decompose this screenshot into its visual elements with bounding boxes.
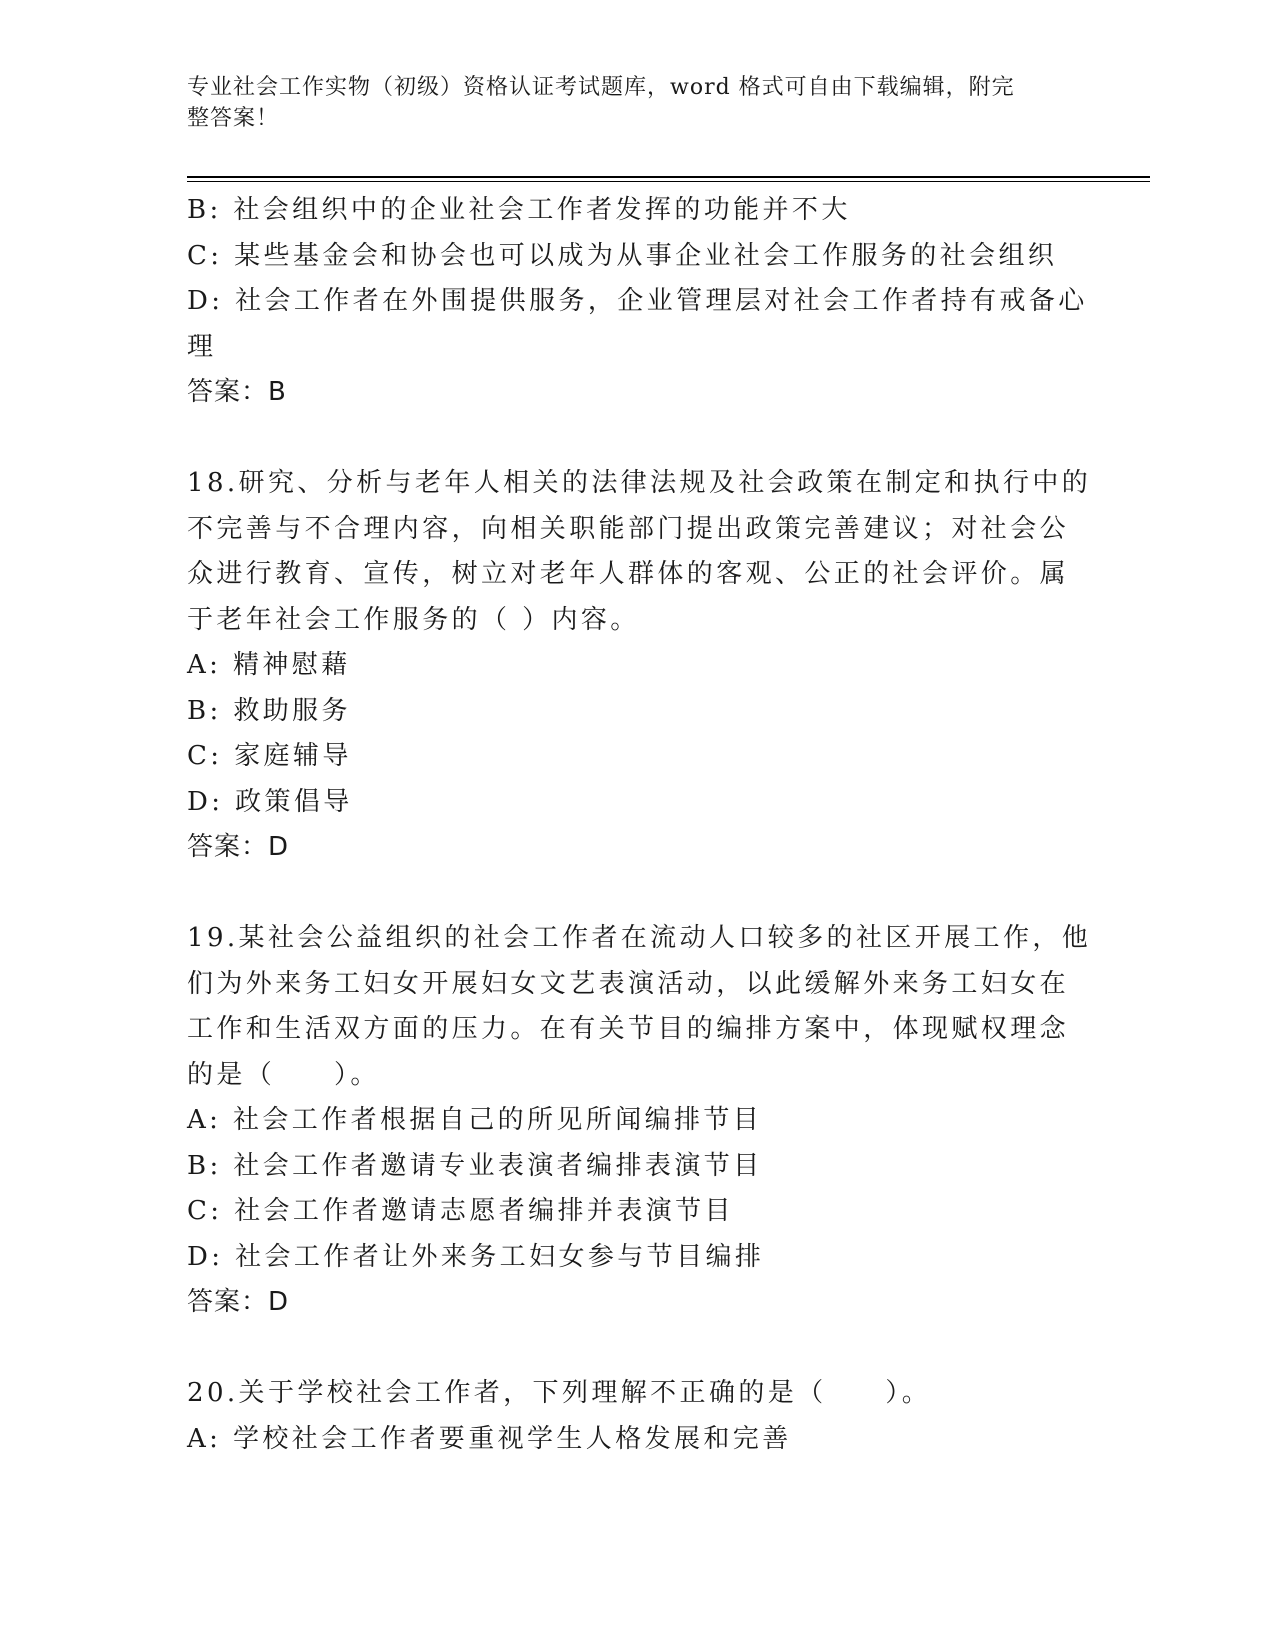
question-20 — [187, 1371, 1067, 1462]
question-18 — [187, 461, 1092, 871]
question-19 — [187, 916, 1092, 1326]
option-c: C: 家庭辅导 — [187, 741, 352, 771]
question-stem: 工作和生活双方面的压力。在有关节目的编排方案中，体现赋权理念 — [187, 1014, 1070, 1044]
spacer — [187, 871, 1067, 917]
option-d: D: 社会工作者在外围提供服务，企业管理层对社会工作者持有戒备心 — [187, 286, 1088, 316]
page-header — [187, 72, 1067, 134]
question-stem: 众进行教育、宣传，树立对老年人群体的客观、公正的社会评价。属 — [187, 559, 1070, 589]
question-stem: 的是（ ）。 — [187, 1059, 380, 1090]
question-content — [187, 188, 1092, 1462]
question-17-tail — [187, 188, 1088, 416]
spacer — [187, 416, 1067, 462]
option-b: B: 社会组织中的企业社会工作者发挥的功能并不大 — [187, 195, 851, 225]
option-c: C: 社会工作者邀请志愿者编排并表演节目 — [187, 1196, 734, 1226]
answer: 答案：B — [187, 377, 287, 407]
option-d: D: 社会工作者让外来务工妇女参与节目编排 — [187, 1241, 765, 1272]
option-a: A: 精神慰藉 — [187, 650, 351, 680]
option-d-continued: 理 — [187, 331, 217, 362]
option-a: A: 学校社会工作者要重视学生人格发展和完善 — [187, 1423, 792, 1454]
question-stem: 18.研究、分析与老年人相关的法律法规及社会政策在制定和执行中的 — [187, 468, 1092, 498]
spacer — [187, 1326, 1067, 1372]
option-c: C: 某些基金会和协会也可以成为从事企业社会工作服务的社会组织 — [187, 240, 1058, 271]
header-divider-thick — [187, 176, 1150, 178]
header-line-2: 整答案！ — [187, 106, 280, 131]
header-divider-thin — [187, 181, 1150, 182]
question-stem: 于老年社会工作服务的（ ）内容。 — [187, 604, 640, 635]
option-b: B: 社会工作者邀请专业表演者编排表演节目 — [187, 1150, 763, 1181]
option-d: D: 政策倡导 — [187, 786, 353, 817]
option-b: B: 救助服务 — [187, 695, 351, 726]
question-stem: 不完善与不合理内容，向相关职能部门提出政策完善建议；对社会公 — [187, 513, 1070, 544]
answer: 答案：D — [187, 1287, 290, 1317]
question-stem: 们为外来务工妇女开展妇女文艺表演活动，以此缓解外来务工妇女在 — [187, 968, 1070, 999]
answer: 答案：D — [187, 832, 290, 862]
question-stem: 20.关于学校社会工作者，下列理解不正确的是（ ）。 — [187, 1378, 932, 1408]
option-a: A: 社会工作者根据自己的所见所闻编排节目 — [187, 1105, 763, 1135]
question-stem: 19.某社会公益组织的社会工作者在流动人口较多的社区开展工作，他 — [187, 923, 1092, 953]
header-line-1: 专业社会工作实物（初级）资格认证考试题库，word 格式可自由下载编辑，附完 — [187, 75, 1015, 100]
